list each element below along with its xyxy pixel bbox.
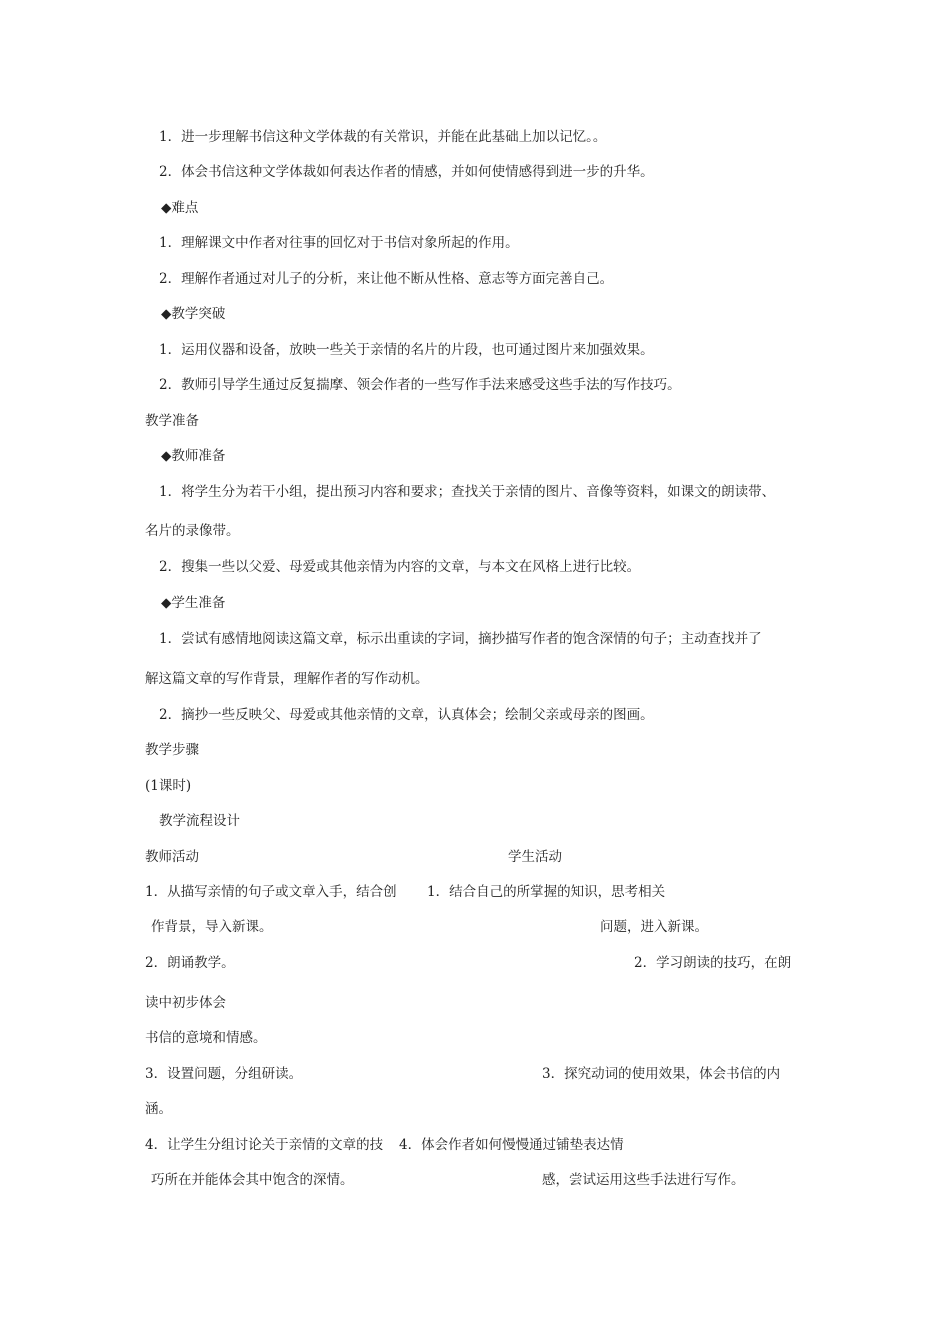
student-step-3-cont: 涵。 [145,1101,172,1117]
heading-breakthrough: ◆教学突破 [161,306,226,322]
teacher-prep-1: 1．将学生分为若干小组，提出预习内容和要求；查找关于亲情的图片、音像等资料，如课文的朗读带、 [159,484,776,500]
class-hours: (1课时) [145,778,192,794]
teacher-step-4-cont: 巧所在并能体会其中饱含的深情。 [151,1172,354,1188]
teacher-step-1: 1．从描写亲情的句子或文章入手，结合创 [145,884,397,900]
breakthrough-2: 2．教师引导学生通过反复揣摩、领会作者的一些写作手法来感受这些手法的写作技巧。 [159,377,681,393]
student-step-4: 4．体会作者如何慢慢通过铺垫表达情 [399,1137,624,1153]
difficulty-2: 2．理解作者通过对儿子的分析，来让他不断从性格、意志等方面完善自己。 [159,271,614,287]
student-prep-1-cont: 解这篇文章的写作背景，理解作者的写作动机。 [145,671,429,687]
teacher-step-2: 2．朗诵教学。 [145,955,235,971]
student-step-3: 3．探究动词的使用效果，体会书信的内 [542,1066,781,1082]
objective-1: 1．进一步理解书信这种文学体裁的有关常识，并能在此基础上加以记忆。。 [159,129,607,145]
objective-2: 2．体会书信这种文学体裁如何表达作者的情感，并如何使情感得到进一步的升华。 [159,164,654,180]
student-step-1: 1．结合自己的所掌握的知识，思考相关 [427,884,666,900]
student-step-2-cont2: 书信的意境和情感。 [145,1030,267,1046]
heading-preparation: 教学准备 [145,413,199,429]
heading-teacher-prep: ◆教师准备 [161,448,226,464]
teacher-step-1-cont: 作背景，导入新课。 [151,919,273,935]
col-student-activity: 学生活动 [508,849,562,865]
teacher-prep-2: 2．搜集一些以父爱、母爱或其他亲情为内容的文章，与本文在风格上进行比较。 [159,559,641,575]
student-prep-2: 2．摘抄一些反映父、母爱或其他亲情的文章，认真体会；绘制父亲或母亲的图画。 [159,707,654,723]
teacher-step-4: 4．让学生分组讨论关于亲情的文章的技 [145,1137,384,1153]
breakthrough-1: 1．运用仪器和设备，放映一些关于亲情的名片的片段，也可通过图片来加强效果。 [159,342,654,358]
teacher-step-3: 3．设置问题，分组研读。 [145,1066,303,1082]
heading-steps: 教学步骤 [145,742,199,758]
difficulty-1: 1．理解课文中作者对往事的回忆对于书信对象所起的作用。 [159,235,519,251]
student-step-1-cont: 问题，进入新课。 [600,919,708,935]
heading-flow-design: 教学流程设计 [159,813,240,829]
student-step-2-cont: 读中初步体会 [145,995,226,1011]
heading-difficulty: ◆难点 [161,200,199,216]
teacher-prep-1-cont: 名片的录像带。 [145,523,240,539]
student-step-4-cont: 感，尝试运用这些手法进行写作。 [542,1172,745,1188]
heading-student-prep: ◆学生准备 [161,595,226,611]
student-step-2: 2．学习朗读的技巧，在朗 [634,955,792,971]
student-prep-1: 1．尝试有感情地阅读这篇文章，标示出重读的字词，摘抄描写作者的饱含深情的句子；主动查找并了 [159,631,762,647]
col-teacher-activity: 教师活动 [145,849,199,865]
